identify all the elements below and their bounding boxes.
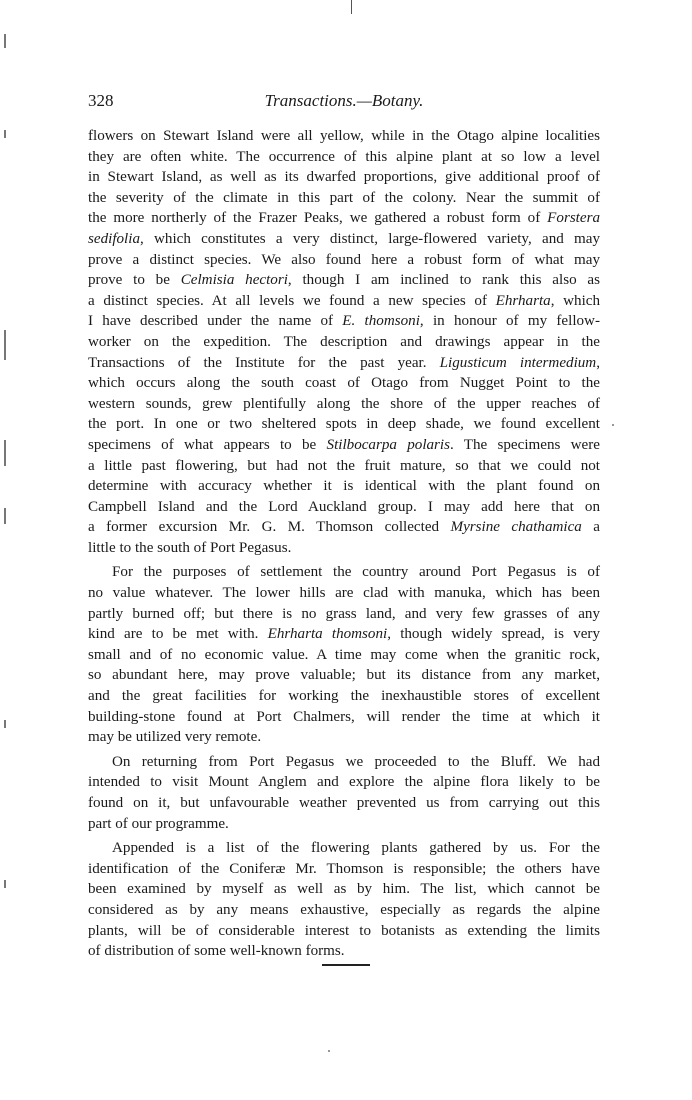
text-line: they are often white. The occurrence of this alpine plant at so low a level	[88, 148, 600, 165]
text-line: in Stewart Island, as well as its dwarfed proportions, give additional proof of	[88, 169, 600, 186]
section-end-rule	[322, 964, 370, 966]
page-number: 328	[88, 91, 114, 110]
text-line: the severity of the climate in this part of the colony. Near the summit of	[88, 189, 600, 206]
text-line: plants, will be of considerable interest to botanists as extending the limits	[88, 922, 600, 939]
text-line: prove to be Celmisia hectori, though I am inclined to rank this also as	[88, 272, 600, 289]
margin-mark	[4, 720, 6, 728]
text-line: flowers on Stewart Island were all yellow, while in the Otago alpine localities	[88, 128, 600, 144]
margin-mark	[4, 880, 6, 888]
text-line: building-stone found at Port Chalmers, will render the time at which it	[88, 708, 600, 725]
text-line: Transactions of the Institute for the past year. Ligusticum intermedium,	[88, 354, 600, 371]
margin-mark	[4, 440, 6, 466]
text-line: identification of the Coniferæ Mr. Thomson is responsible; the others have	[88, 860, 600, 877]
text-line: no value whatever. The lower hills are clad with manuka, which has been	[88, 585, 600, 602]
margin-mark	[4, 508, 6, 524]
text-line: a little past flowering, but had not the fruit mature, so that we could not	[88, 457, 600, 474]
text-line: the more northerly of the Frazer Peaks, we gathered a robust form of Forstera	[88, 210, 600, 227]
text-line: part of our programme.	[88, 815, 229, 832]
text-line: considered as by any means exhaustive, especially as regards the alpine	[88, 901, 600, 918]
text-line: been examined by myself as well as by him. The list, which cannot be	[88, 881, 600, 898]
text-line: I have described under the name of E. thomsoni, in honour of my fellow-	[88, 313, 600, 330]
text-line: a distinct species. At all levels we found a new species of Ehrharta, which	[88, 292, 601, 309]
text-line: sedifolia, which constitutes a very distinct, large-flowered variety, and may	[88, 230, 600, 247]
text-line: a former excursion Mr. G. M. Thomson collected Myrsine chathamica a	[88, 519, 601, 536]
running-header	[88, 91, 600, 113]
text-line: Appended is a list of the flowering plants gathered by us. For the	[112, 840, 600, 857]
text-line: of distribution of some well-known forms.	[88, 943, 345, 960]
text-line: determine with accuracy whether it is identical with the plant found on	[88, 478, 600, 495]
text-line: specimens of what appears to be Stilbocarpa polaris. The specimens were	[88, 436, 600, 453]
text-line: so abundant here, may prove valuable; but its distance from any market,	[88, 667, 600, 684]
specks	[612, 424, 614, 426]
text-line: prove a distinct species. We also found here a robust form of what may	[88, 251, 600, 268]
margin-mark	[4, 130, 6, 138]
paragraph-2	[88, 562, 600, 747]
specks	[328, 1050, 330, 1052]
text-line: little to the south of Port Pegasus.	[88, 539, 292, 556]
margin-mark	[4, 330, 6, 360]
margin-mark	[4, 34, 6, 48]
paragraph-4	[88, 838, 600, 962]
text-line: and the great facilities for working the inexhaustible stores of excellent	[88, 688, 600, 705]
text-line: small and of no economic value. A time may come when the granitic rock,	[88, 646, 600, 663]
text-line: the port. In one or two sheltered spots in deep shade, we found excellent	[88, 416, 600, 433]
text-line: intended to visit Mount Anglem and explore the alpine flora likely to be	[88, 774, 600, 791]
text-line: worker on the expedition. The description and drawings appear in the	[88, 333, 600, 350]
text-line: partly burned off; but there is no grass land, and very few grasses of any	[88, 605, 600, 622]
body-text	[88, 126, 600, 962]
paragraph-3	[88, 752, 600, 834]
text-line: On returning from Port Pegasus we proceeded to the Bluff. We had	[112, 753, 600, 770]
running-title: Transactions.—Botany.	[264, 91, 424, 110]
text-line: may be utilized very remote.	[88, 729, 262, 746]
text-line: found on it, but unfavourable weather prevented us from carrying out this	[88, 795, 600, 811]
paragraph-1	[88, 126, 600, 558]
scan-edge-line	[351, 0, 352, 14]
text-line: western sounds, grew plentifully along the shore of the upper reaches of	[88, 395, 600, 412]
text-line: kind are to be met with. Ehrharta thomsoni, though widely spread, is very	[88, 626, 601, 643]
text-line: For the purposes of settlement the country around Port Pegasus is of	[112, 564, 600, 581]
text-line: Campbell Island and the Lord Auckland group. I may add here that on	[88, 498, 600, 515]
text-line: which occurs along the south coast of Otago from Nugget Point to the	[88, 375, 600, 392]
